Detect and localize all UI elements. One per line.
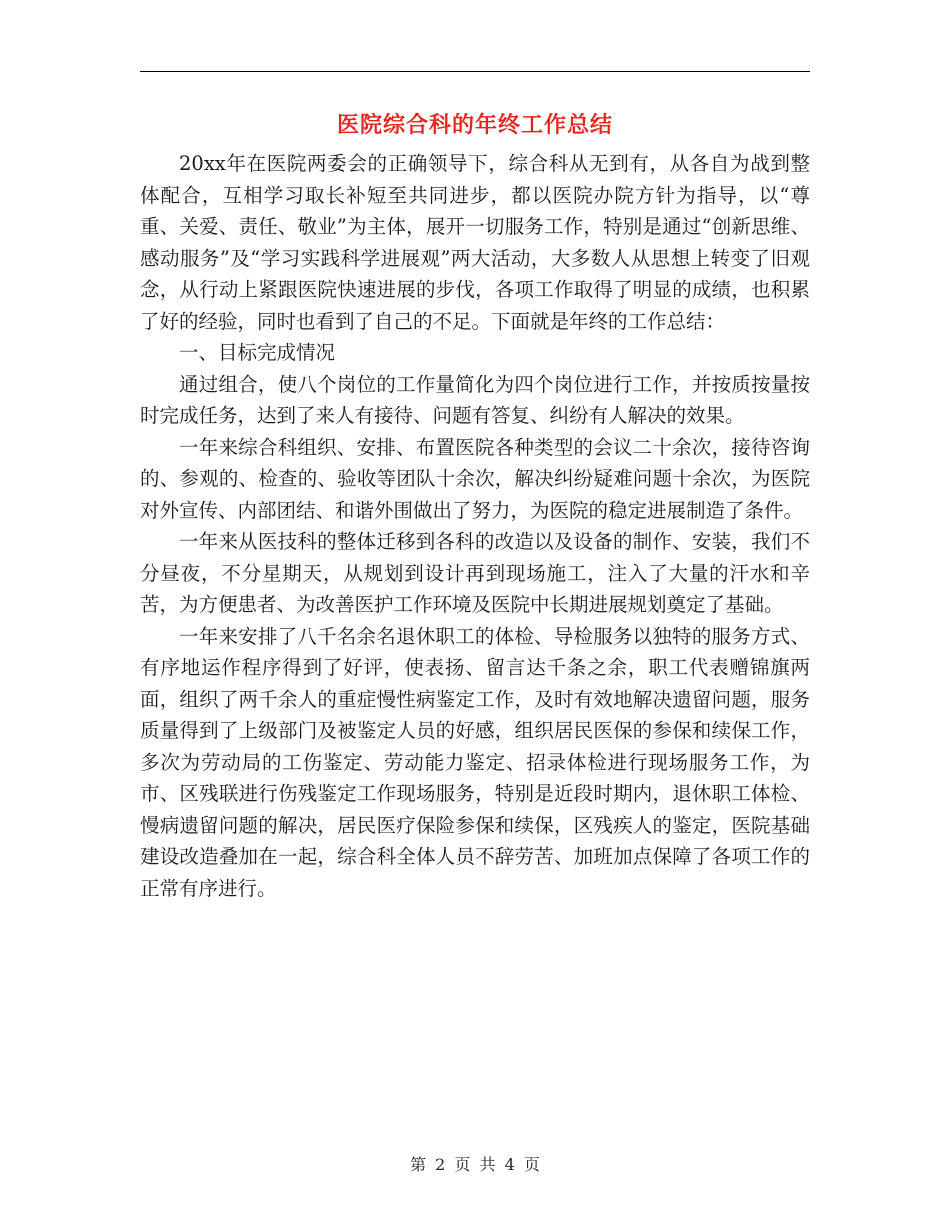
paragraph-meetings: 一年来综合科组织、安排、布置医院各种类型的会议二十余次，接待咨询的、参观的、检查的、验收等团队十余次，解决纠纷疑难问题十余次，为医院对外宣传、内部团结、和谐外围做出了努力，为医院的稳定进展制造了条件。	[140, 435, 810, 522]
page-number-footer: 第 2 页 共 4 页	[410, 1155, 540, 1174]
header-rule	[140, 71, 810, 72]
paragraph-services: 一年来安排了八千名余名退休职工的体检、导检服务以独特的服务方式、有序地运作程序得到了好评，使表扬、留言达千条之余，职工代表赠锦旗两面，组织了两千余人的重症慢性病鉴定工作，及时有效地解决遗留问题，服务质量得到了上级部门及被鉴定人员的好感，组织居民医保的参保和续保工作，多次为劳动局的工伤鉴定、劳动能力鉴定、招录体检进行现场服务工作，为市、区残联进行伤残鉴定工作现场服务，特别是近段时期内，退休职工体检、慢病遗留问题的解决，居民医疗保险参保和续保，区残疾人的鉴定，医院基础建设改造叠加在一起，综合科全体人员不辞劳苦、加班加点保障了各项工作的正常有序进行。	[140, 624, 810, 900]
paragraph-intro: 20xx年在医院两委会的正确领导下，综合科从无到有，从各自为战到整体配合，互相学习取长补短至共同进步，都以医院办院方针为指导，以“尊重、关爱、责任、敬业”为主体，展开一切服务工作，特别是通过“创新思维、感动服务”及“学习实践科学进展观”两大活动，大多数人从思想上转变了旧观念，从行动上紧跟医院快速进展的步伐，各项工作取得了明显的成绩，也积累了好的经验，同时也看到了自己的不足。下面就是年终的工作总结：	[140, 152, 810, 333]
paragraph-relocation: 一年来从医技科的整体迁移到各科的改造以及设备的制作、安装，我们不分昼夜，不分星期天，从规划到设计再到现场施工，注入了大量的汗水和辛苦，为方便患者、为改善医护工作环境及医院中长期进展规划奠定了基础。	[140, 530, 810, 616]
section-heading-goals: 一、目标完成情况	[179, 341, 336, 364]
document-body	[140, 148, 810, 904]
document-title: 医院综合科的年终工作总结	[336, 112, 613, 138]
paragraph-goals: 通过组合，使八个岗位的工作量简化为四个岗位进行工作，并按质按量按时完成任务，达到了来人有接待、问题有答复、纠纷有人解决的效果。	[140, 372, 810, 427]
